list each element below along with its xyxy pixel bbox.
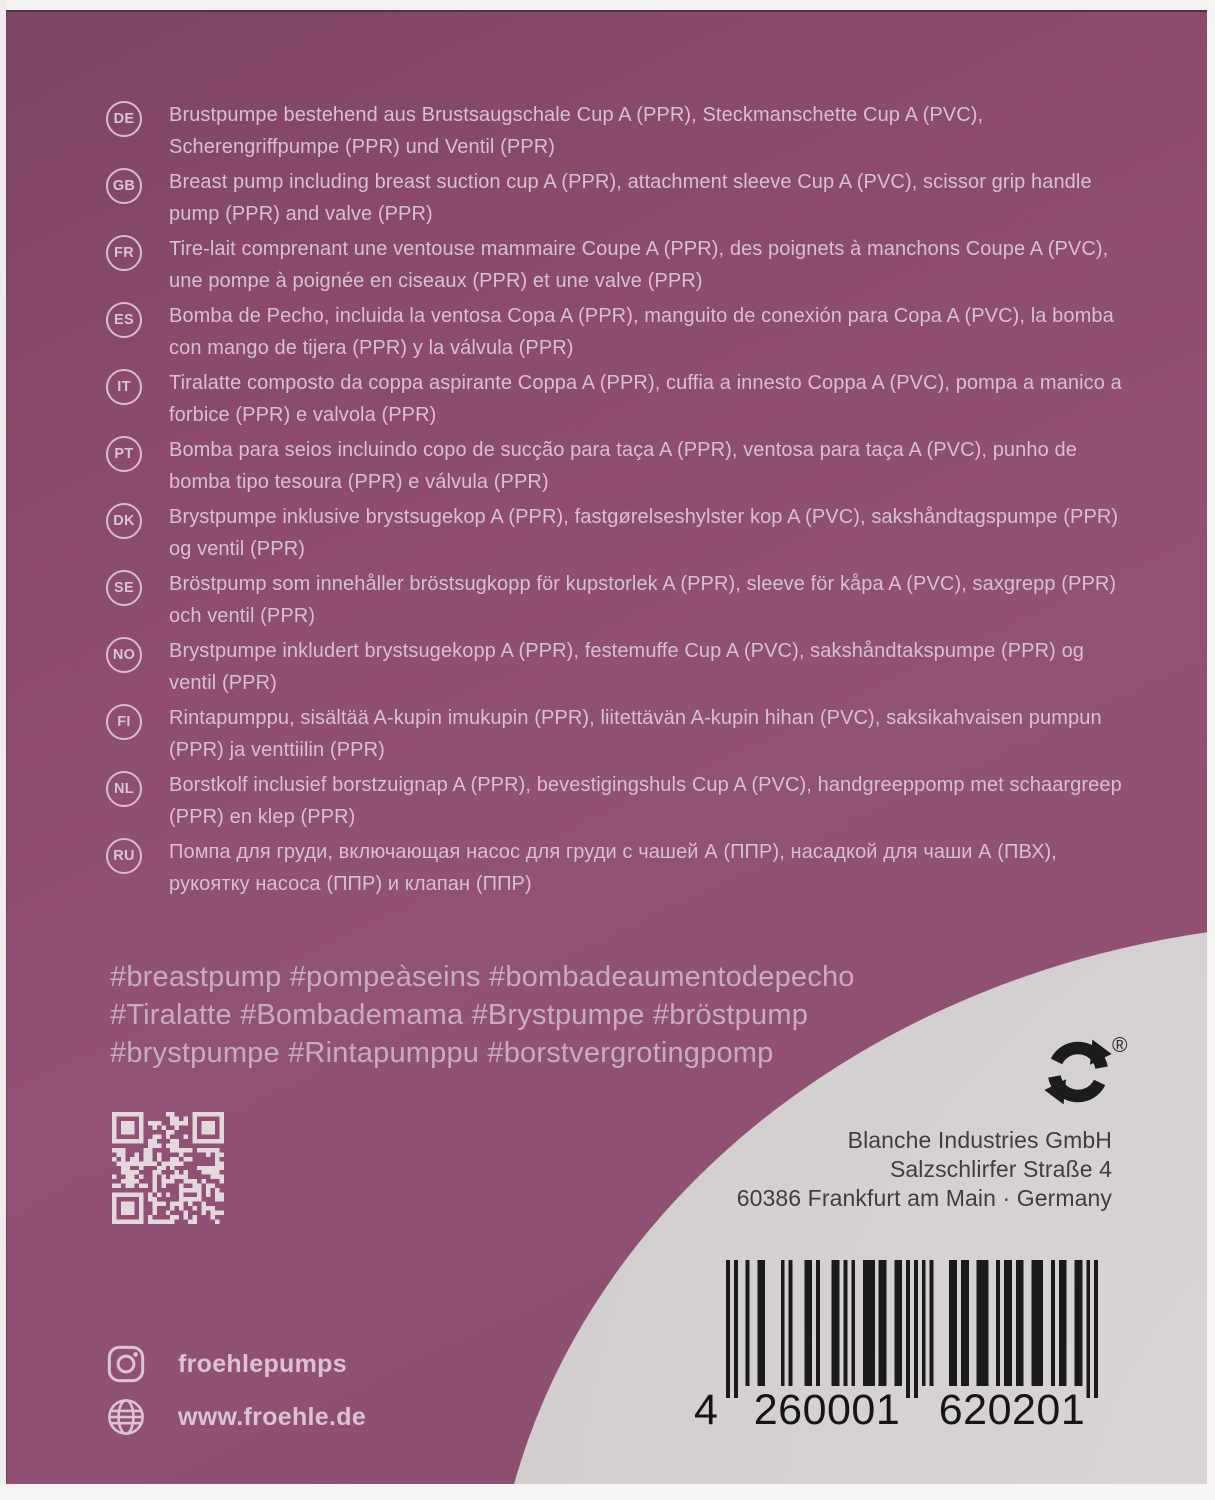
lang-code: NL [114, 781, 134, 797]
website-url: www.froehle.de [178, 1402, 367, 1431]
lang-entry-es [106, 301, 1146, 364]
photo-edge-top [0, 0, 1215, 10]
lang-badge-gb [106, 168, 142, 204]
lang-entry-ru [106, 837, 1146, 900]
lang-badge-no [106, 637, 142, 673]
language-description-list [106, 100, 1146, 904]
barcode-digits-right: 620201 [938, 1386, 1086, 1434]
lang-text-se: Bröstpump som innehåller bröstsugkopp för kupstorlek A (PPR), sleeve för kåpa A (PVC), saxgrepp (PPR) och ventil (PPR) [169, 573, 1117, 627]
qr-code [112, 1112, 224, 1224]
lang-entry-se [106, 569, 1146, 632]
lang-code: RU [113, 848, 135, 864]
lang-entry-nl [106, 770, 1146, 833]
website-row [104, 1396, 366, 1438]
lang-entry-it [106, 368, 1146, 431]
lang-text-nl: Borstkolf inclusief borstzuignap A (PPR), bevestigingshuls Cup A (PVC), handgreeppomp met schaargreep (PPR) en klep (PPR) [169, 774, 1122, 828]
instagram-handle: froehlepumps [178, 1349, 347, 1378]
lang-text-gb: Breast pump including breast suction cup A (PPR), attachment sleeve Cup A (PVC), scissor grip handle pump (PPR) and valve (PPR) [169, 171, 1092, 225]
lang-code: FR [114, 245, 134, 261]
lang-entry-de [106, 100, 1146, 163]
instagram-row [104, 1344, 366, 1384]
company-city: 60386 Frankfurt am Main · Germany [736, 1185, 1112, 1211]
lang-badge-se [106, 570, 142, 606]
lang-badge-pt [106, 436, 142, 472]
lang-badge-de [106, 101, 142, 137]
barcode [694, 1260, 1098, 1440]
lang-text-fi: Rintapumppu, sisältää A-kupin imukupin (PPR), liitettävän A-kupin hihan (PVC), saksikahvaisen pumpun (PPR) ja venttiilin (PPR) [169, 707, 1102, 761]
manufacturer-address [737, 1126, 1112, 1213]
lang-entry-no [106, 636, 1146, 699]
globe-icon [104, 1396, 148, 1438]
lang-text-es: Bomba de Pecho, incluida la ventosa Copa A (PPR), manguito de conexión para Copa A (PVC), la bomba con mango de tijera (PPR) y la válvula (PPR) [169, 305, 1114, 359]
lang-code: NO [112, 647, 136, 663]
photo-edge-bottom [0, 1484, 1215, 1500]
photo-edge-right [1207, 0, 1215, 1500]
lang-text-pt: Bomba para seios incluindo copo de sucção para taça A (PPR), ventosa para taça A (PVC), punho de bomba tipo tesoura (PPR) e válvula (PPR) [169, 439, 1077, 493]
lang-badge-fi [106, 704, 142, 740]
lang-code: DE [113, 111, 135, 127]
barcode-digit-first: 4 [694, 1386, 719, 1434]
lang-code: IT [117, 379, 131, 395]
lang-text-no: Brystpumpe inkludert brystsugekopp A (PPR), festemuffe Cup A (PVC), sakshåndtakspumpe (PPR) og ventil (PPR) [169, 640, 1085, 694]
lang-badge-dk [106, 503, 142, 539]
registered-trademark-symbol: ® [1112, 1034, 1128, 1057]
barcode-digits-left: 260001 [753, 1386, 901, 1434]
lang-entry-gb [106, 167, 1146, 230]
lang-code: PT [114, 446, 134, 462]
lang-badge-it [106, 369, 142, 405]
lang-text-it: Tiralatte composto da coppa aspirante Coppa A (PPR), cuffia a innesto Coppa A (PVC), pompa a manico a forbice (PPR) e valvola (PPR) [169, 372, 1122, 426]
lang-text-fr: Tire-lait comprenant une ventouse mammaire Coupe A (PPR), des poignets à manchons Coupe A (PVC), une pompe à poignée en ciseaux (PPR) et une valve (PPR) [169, 238, 1109, 292]
social-block [104, 1344, 366, 1450]
lang-code: ES [114, 312, 134, 328]
lang-code: DK [113, 513, 135, 529]
lang-entry-dk [106, 502, 1146, 565]
instagram-icon [104, 1344, 148, 1384]
lang-entry-pt [106, 435, 1146, 498]
hashtag-line: #brystpumpe #Rintapumppu #borstvergrotingpomp [110, 1037, 774, 1069]
hashtag-line: #Tiralatte #Bombademama #Brystpumpe #bröstpump [110, 999, 809, 1031]
lang-code: GB [112, 178, 136, 194]
lang-text-ru: Помпа для груди, включающая насос для груди с чашей А (ППР), насадкой для чаши А (ПВХ), рукоятку насоса (ППР) и клапан (ППР) [169, 841, 1057, 895]
company-name: Blanche Industries GmbH [847, 1127, 1112, 1153]
lang-entry-fi [106, 703, 1146, 766]
green-dot-recycling-logo [1042, 1036, 1142, 1112]
lang-text-dk: Brystpumpe inklusive brystsugekop A (PPR), fastgørelseshylster kop A (PVC), sakshåndtagspumpe (PPR) og ventil (PPR) [169, 506, 1119, 560]
lang-code: SE [114, 580, 134, 596]
hashtag-line: #breastpump #pompeàseins #bombadeaumentodepecho [110, 961, 855, 993]
lang-badge-nl [106, 771, 142, 807]
lang-text-de: Brustpumpe bestehend aus Brustsaugschale Cup A (PPR), Steckmanschette Cup A (PVC), Scherengriffpumpe (PPR) und Ventil (PPR) [169, 104, 984, 158]
lang-badge-fr [106, 235, 142, 271]
lang-badge-es [106, 302, 142, 338]
photo-edge-left [0, 0, 6, 1500]
hashtag-block [110, 958, 870, 1072]
lang-code: FI [117, 714, 131, 730]
lang-entry-fr [106, 234, 1146, 297]
company-street: Salzschlirfer Straße 4 [889, 1156, 1112, 1182]
lang-badge-ru [106, 838, 142, 874]
